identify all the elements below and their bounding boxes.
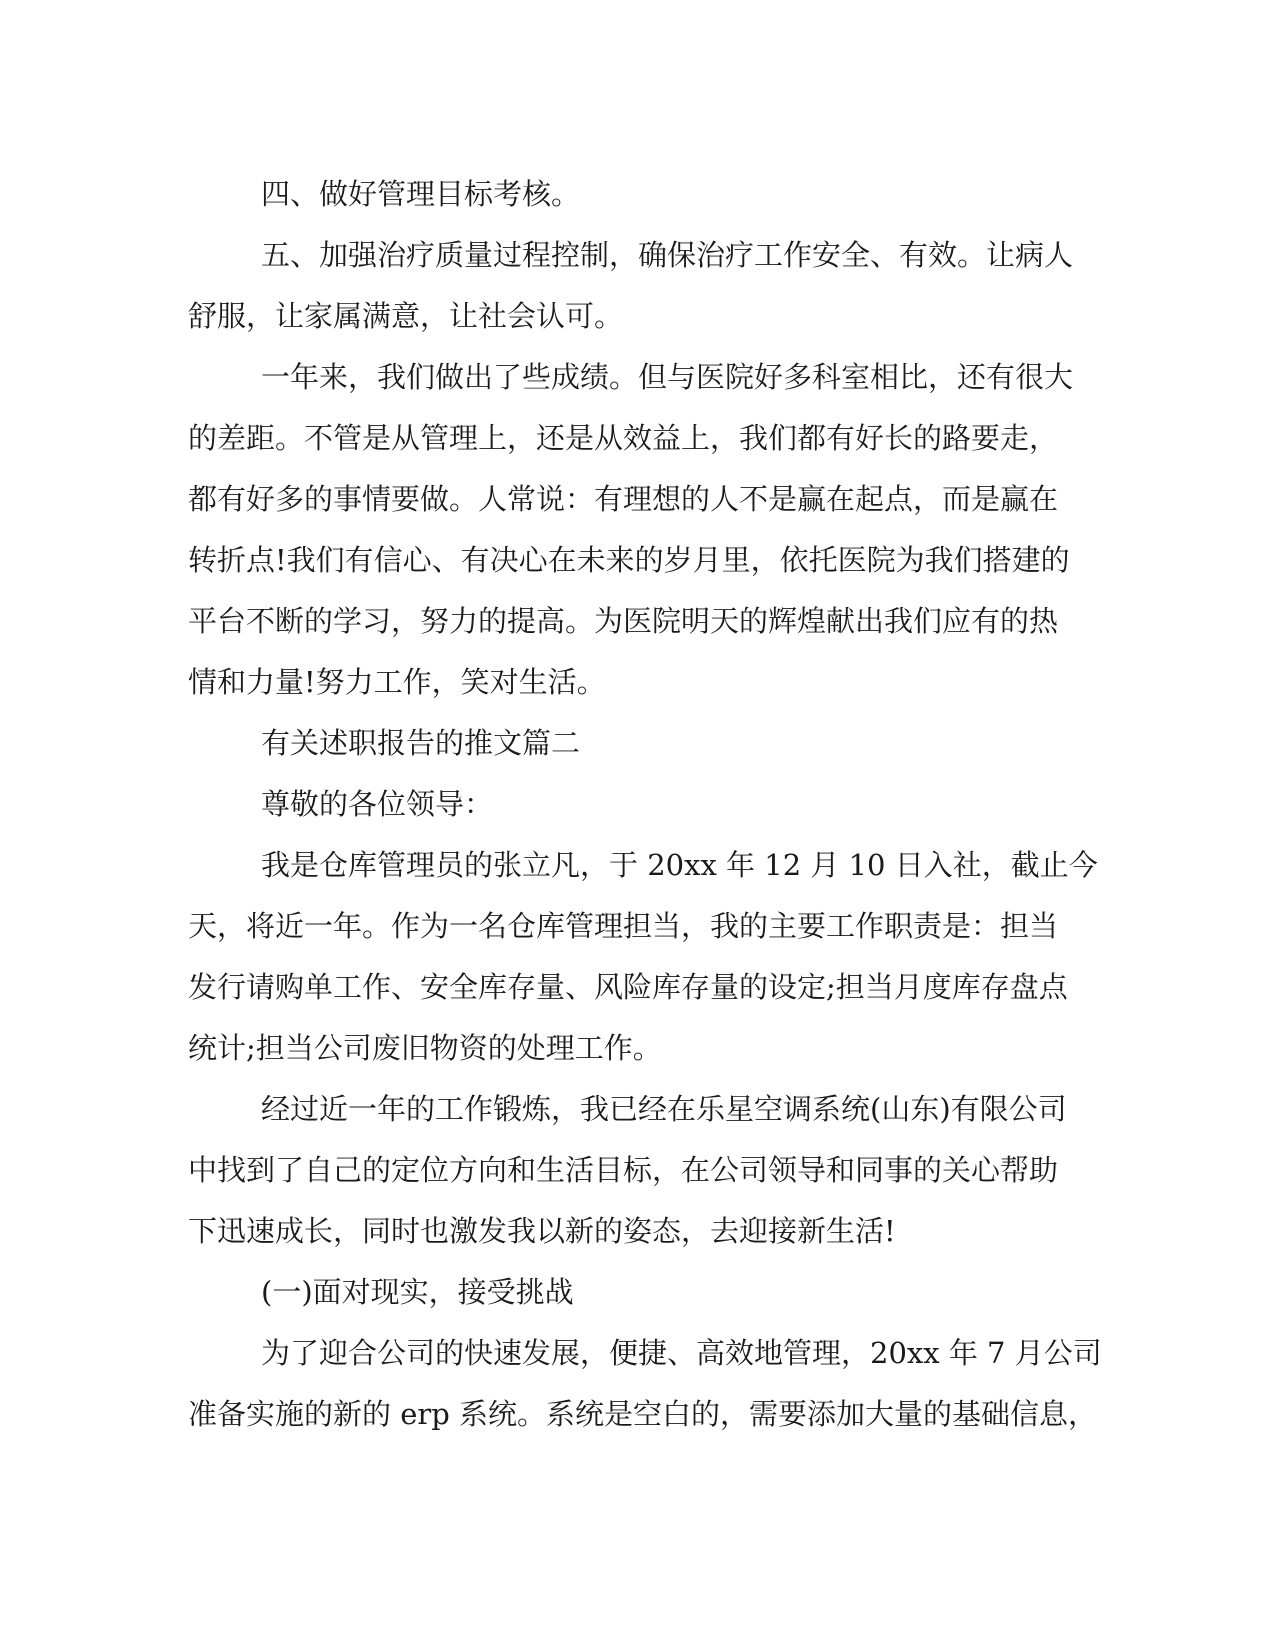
text-line: 的差距。不管是从管理上，还是从效益上，我们都有好长的路要走， [188,421,1059,455]
text-line: 下迅速成长，同时也激发我以新的姿态，去迎接新生活! [188,1214,896,1248]
text-line: 舒服，让家属满意，让社会认可。 [188,299,624,333]
text-line: 五、加强治疗质量过程控制，确保治疗工作安全、有效。让病人 [261,238,1074,272]
text-line: 平台不断的学习，努力的提高。为医院明天的辉煌献出我们应有的热 [188,604,1059,638]
text-line: 准备实施的新的 erp 系统。系统是空白的，需要添加大量的基础信息， [188,1397,1098,1431]
text-line: 情和力量!努力工作，笑对生活。 [188,665,606,699]
text-line-item-4-heading: 四、做好管理目标考核。 [261,177,581,211]
text-line: 发行请购单工作、安全库存量、风险库存量的设定;担当月度库存盘点 [188,970,1068,1004]
text-line: 都有好多的事情要做。人常说：有理想的人不是赢在起点，而是赢在 [188,482,1059,516]
section-title: 有关述职报告的推文篇二 [261,726,581,760]
text-line: 我是仓库管理员的张立凡，于 20xx 年 12 月 10 日入社，截止今 [261,848,1098,882]
text-line: 为了迎合公司的快速发展，便捷、高效地管理，20xx 年 7 月公司 [261,1336,1102,1370]
text-line: 一年来，我们做出了些成绩。但与医院好多科室相比，还有很大 [261,360,1074,394]
text-line: 天，将近一年。作为一名仓库管理担当，我的主要工作职责是：担当 [188,909,1059,943]
text-line: 统计;担当公司废旧物资的处理工作。 [188,1031,662,1065]
subsection-heading: (一)面对现实，接受挑战 [261,1275,574,1309]
salutation: 尊敬的各位领导： [261,787,494,821]
document-body [188,164,1102,1445]
text-line: 经过近一年的工作锻炼，我已经在乐星空调系统(山东)有限公司 [261,1092,1067,1126]
text-line: 转折点!我们有信心、有决心在未来的岁月里，依托医院为我们搭建的 [188,543,1070,577]
text-line: 中找到了自己的定位方向和生活目标，在公司领导和同事的关心帮助 [188,1153,1059,1187]
